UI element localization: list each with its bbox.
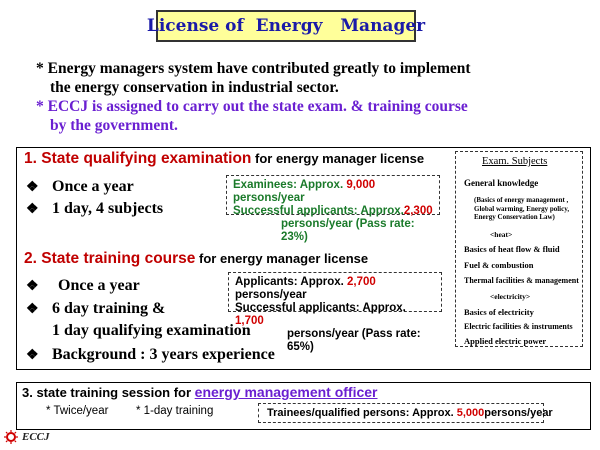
stat-label: Trainees/qualified persons: Approx. bbox=[267, 407, 457, 419]
stat-line: persons/year (Pass rate: 23%) bbox=[281, 218, 415, 243]
section1-subtitle: for energy manager license bbox=[251, 151, 425, 166]
section2-subtitle: for energy manager license bbox=[195, 251, 369, 266]
stat-value: 2,700 bbox=[347, 276, 376, 288]
section1-stats-box bbox=[226, 175, 440, 243]
subject-general: General knowledge bbox=[464, 178, 539, 188]
intro-line: Energy managers system have contributed greatly to implement bbox=[47, 60, 471, 77]
stat-value: 2,300 bbox=[403, 205, 433, 217]
section2-bullet-continued: 1 day qualifying examination bbox=[52, 322, 251, 339]
section1-title: 1. State qualifying examination bbox=[24, 150, 252, 167]
section3-link[interactable]: energy management officer bbox=[194, 384, 378, 400]
stat-value: 1,700 bbox=[235, 315, 264, 327]
logo-text: ECCJ bbox=[22, 431, 50, 443]
intro-bullet-2 bbox=[36, 97, 576, 135]
stat-line: persons/year (Pass rate: 65%) bbox=[287, 328, 421, 353]
bullet-text: Once a year bbox=[52, 178, 134, 195]
subjects-title: Exam. Subjects bbox=[482, 156, 548, 167]
stat-value: 9,000 bbox=[346, 179, 376, 191]
intro-line: by the government. bbox=[50, 117, 178, 134]
stat-label: Successful applicants: Approx. bbox=[233, 205, 404, 217]
subject-item: Electric facilities & instruments bbox=[464, 322, 573, 331]
title-box bbox=[146, 10, 426, 42]
diamond-bullet-icon: ❖ bbox=[26, 202, 39, 217]
section3-heading bbox=[22, 384, 378, 400]
intro-bullet-1 bbox=[36, 59, 576, 97]
section3-bullet: * 1-day training bbox=[136, 405, 214, 417]
intro-star: * bbox=[36, 60, 44, 77]
page-title: License of Energy Manager bbox=[146, 16, 426, 36]
stat-unit: persons/year bbox=[484, 407, 553, 419]
diamond-bullet-icon: ❖ bbox=[26, 180, 39, 195]
subject-item: Basics of heat flow & fluid bbox=[464, 244, 560, 254]
subject-item: Basics of electricity bbox=[464, 307, 534, 317]
bullet-text: Background : 3 years experience bbox=[52, 346, 275, 363]
section3-stats-box bbox=[258, 403, 553, 423]
subject-item: Fuel & combustion bbox=[464, 260, 534, 270]
stat-label: Successful applicants: Approx. bbox=[235, 302, 406, 314]
section2-heading bbox=[24, 250, 368, 268]
section2-bullet bbox=[26, 277, 140, 295]
section1-bullet bbox=[26, 200, 163, 218]
section3-bullet: * Twice/year bbox=[46, 405, 109, 417]
bullet-text: 6 day training & bbox=[52, 300, 166, 317]
section2-stats-box bbox=[228, 272, 442, 353]
subject-group-heat: <heat> bbox=[490, 230, 513, 239]
diamond-bullet-icon: ❖ bbox=[26, 279, 39, 294]
intro-line: the energy conservation in industrial sector. bbox=[50, 79, 339, 96]
bullet-text: Once a year bbox=[58, 277, 140, 294]
section1-heading bbox=[24, 150, 424, 168]
subject-detail: (Basics of energy management , bbox=[474, 196, 569, 204]
stat-unit: persons/year bbox=[233, 192, 305, 204]
stat-value: 5,000 bbox=[456, 407, 485, 419]
stat-unit: persons/year bbox=[235, 289, 307, 301]
subject-detail: Energy Conservation Law) bbox=[474, 213, 555, 221]
section2-title: 2. State training course bbox=[24, 250, 196, 267]
diamond-bullet-icon: ❖ bbox=[26, 348, 39, 363]
subject-item: Thermal facilities & management bbox=[464, 276, 579, 285]
subject-detail: Global warming, Energy policy, bbox=[474, 205, 570, 213]
exam-subjects-box bbox=[455, 151, 583, 347]
bullet-text: 1 day, 4 subjects bbox=[52, 200, 164, 217]
diamond-bullet-icon: ❖ bbox=[26, 302, 39, 317]
subject-item: Applied electric power bbox=[464, 336, 547, 346]
eccj-logo-icon bbox=[4, 430, 18, 444]
section3-title: 3. state training session for bbox=[22, 385, 195, 400]
intro-line: ECCJ is assigned to carry out the state exam. & training course bbox=[47, 98, 468, 115]
stat-label: Examinees: Approx. bbox=[233, 179, 347, 191]
subject-group-electricity: <electricity> bbox=[490, 292, 531, 301]
stat-label: Applicants: Approx. bbox=[235, 276, 348, 288]
intro-star: * bbox=[36, 98, 44, 115]
section1-bullet bbox=[26, 178, 134, 196]
section2-bullet bbox=[26, 300, 165, 318]
eccj-logo bbox=[4, 430, 50, 444]
